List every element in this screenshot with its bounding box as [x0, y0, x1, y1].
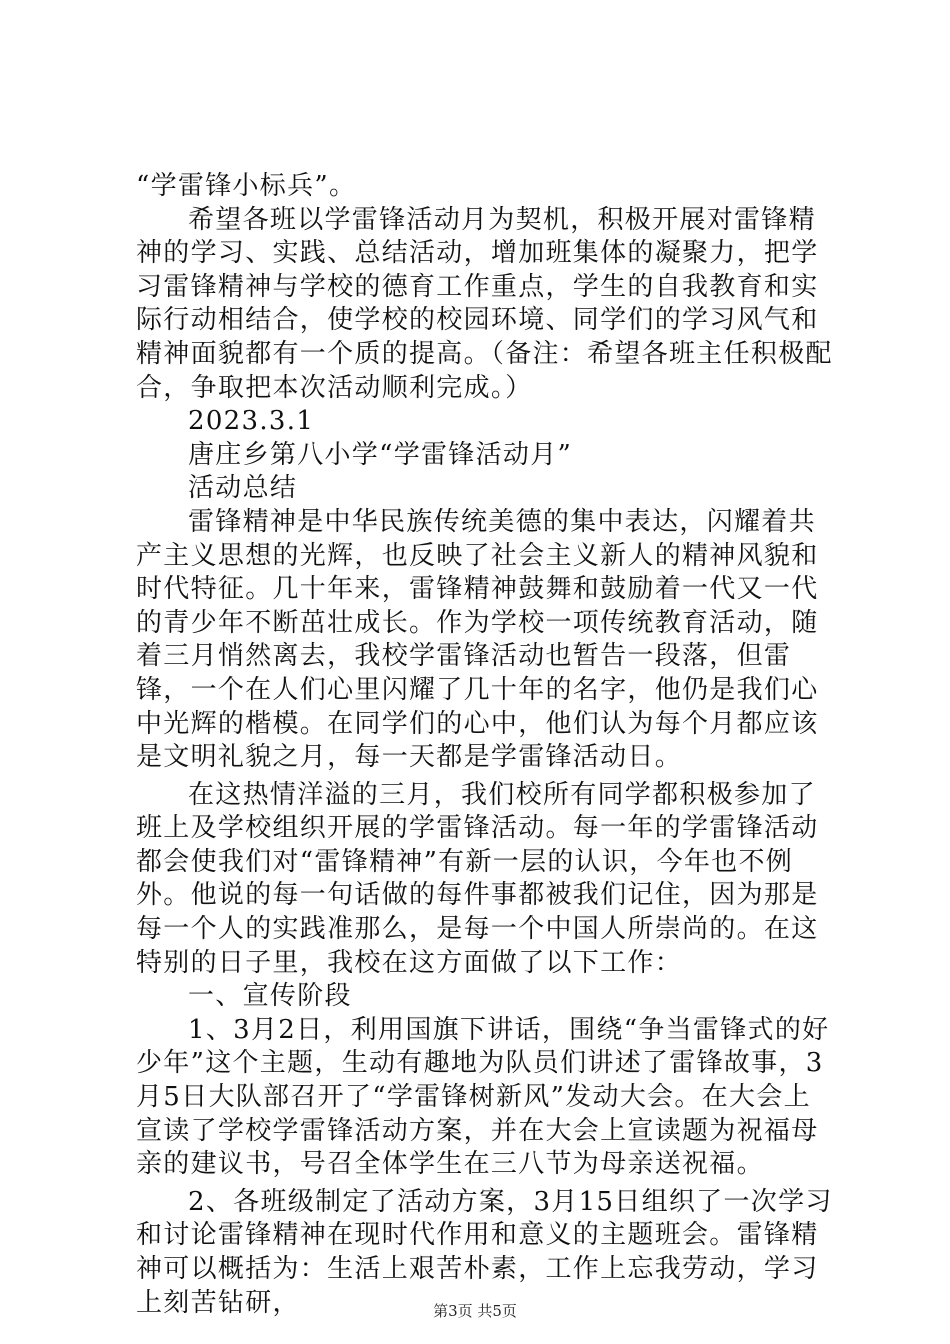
- paragraph-hope: 希望各班以学雷锋活动月为契机，积极开展对雷锋精神的学习、实践、总结活动，增加班集体的凝聚力，把学习雷锋精神与学校的德育工作重点，学生的自我教育和实际行动相结合，使学校的校园环境、同学们的学习风气和精神面貌都有一个质的提高。（备注：希望各班主任积极配合，争取把本次活动顺利完成。）: [136, 204, 833, 403]
- paragraph-summary-heading: 活动总结: [188, 473, 298, 504]
- page-footer: 第3页 共5页: [433, 1302, 517, 1320]
- paragraph-school-title: 唐庄乡第八小学“学雷锋活动月”: [188, 439, 573, 470]
- paragraph-item-1: 1、3月2日，利用国旗下讲话，围绕“争当雷锋式的好少年”这个主题，生动有趣地为队员们讲述了雷锋故事，3月5日大队部召开了“学雷锋树新风”发动大会。在大会上宣读了学校学雷锋活动方案，并在大会上宣读题为祝福母亲的建议书，号召全体学生在三八节为母亲送祝福。: [136, 1014, 830, 1180]
- paragraph-item-2: 2、各班级制定了活动方案，3月15日组织了一次学习和讨论雷锋精神在现时代作用和意义的主题班会。雷锋精神可以概括为：生活上艰苦朴素，工作上忘我劳动，学习上刻苦钻研，: [136, 1186, 833, 1318]
- paragraph-march: 在这热情洋溢的三月，我们校所有同学都积极参加了班上及学校组织开展的学雷锋活动。每一年的学雷锋活动都会使我们对“雷锋精神”有新一层的认识，今年也不例外。他说的每一句话做的每件事都被我们记住，因为那是每一个人的实践准那么，是每一个中国人所崇尚的。在这特别的日子里，我校在这方面做了以下工作：: [136, 779, 819, 978]
- document-body: [136, 170, 836, 1320]
- paragraph-continuation: “学雷锋小标兵”。: [136, 171, 357, 201]
- paragraph-date: 2023.3.1: [188, 406, 315, 437]
- paragraph-section-heading: 一、宣传阶段: [188, 981, 352, 1012]
- paragraph-spirit: 雷锋精神是中华民族传统美德的集中表达，闪耀着共产主义思想的光辉，也反映了社会主义新人的精神风貌和时代特征。几十年来，雷锋精神鼓舞和鼓励着一代又一代的青少年不断茁壮成长。作为学校一项传统教育活动，随着三月悄然离去，我校学雷锋活动也暂告一段落，但雷锋，一个在人们心里闪耀了几十年的名字，他仍是我们心中光辉的楷模。在同学们的心中，他们认为每个月都应该是文明礼貌之月，每一天都是学雷锋活动日。: [136, 506, 819, 773]
